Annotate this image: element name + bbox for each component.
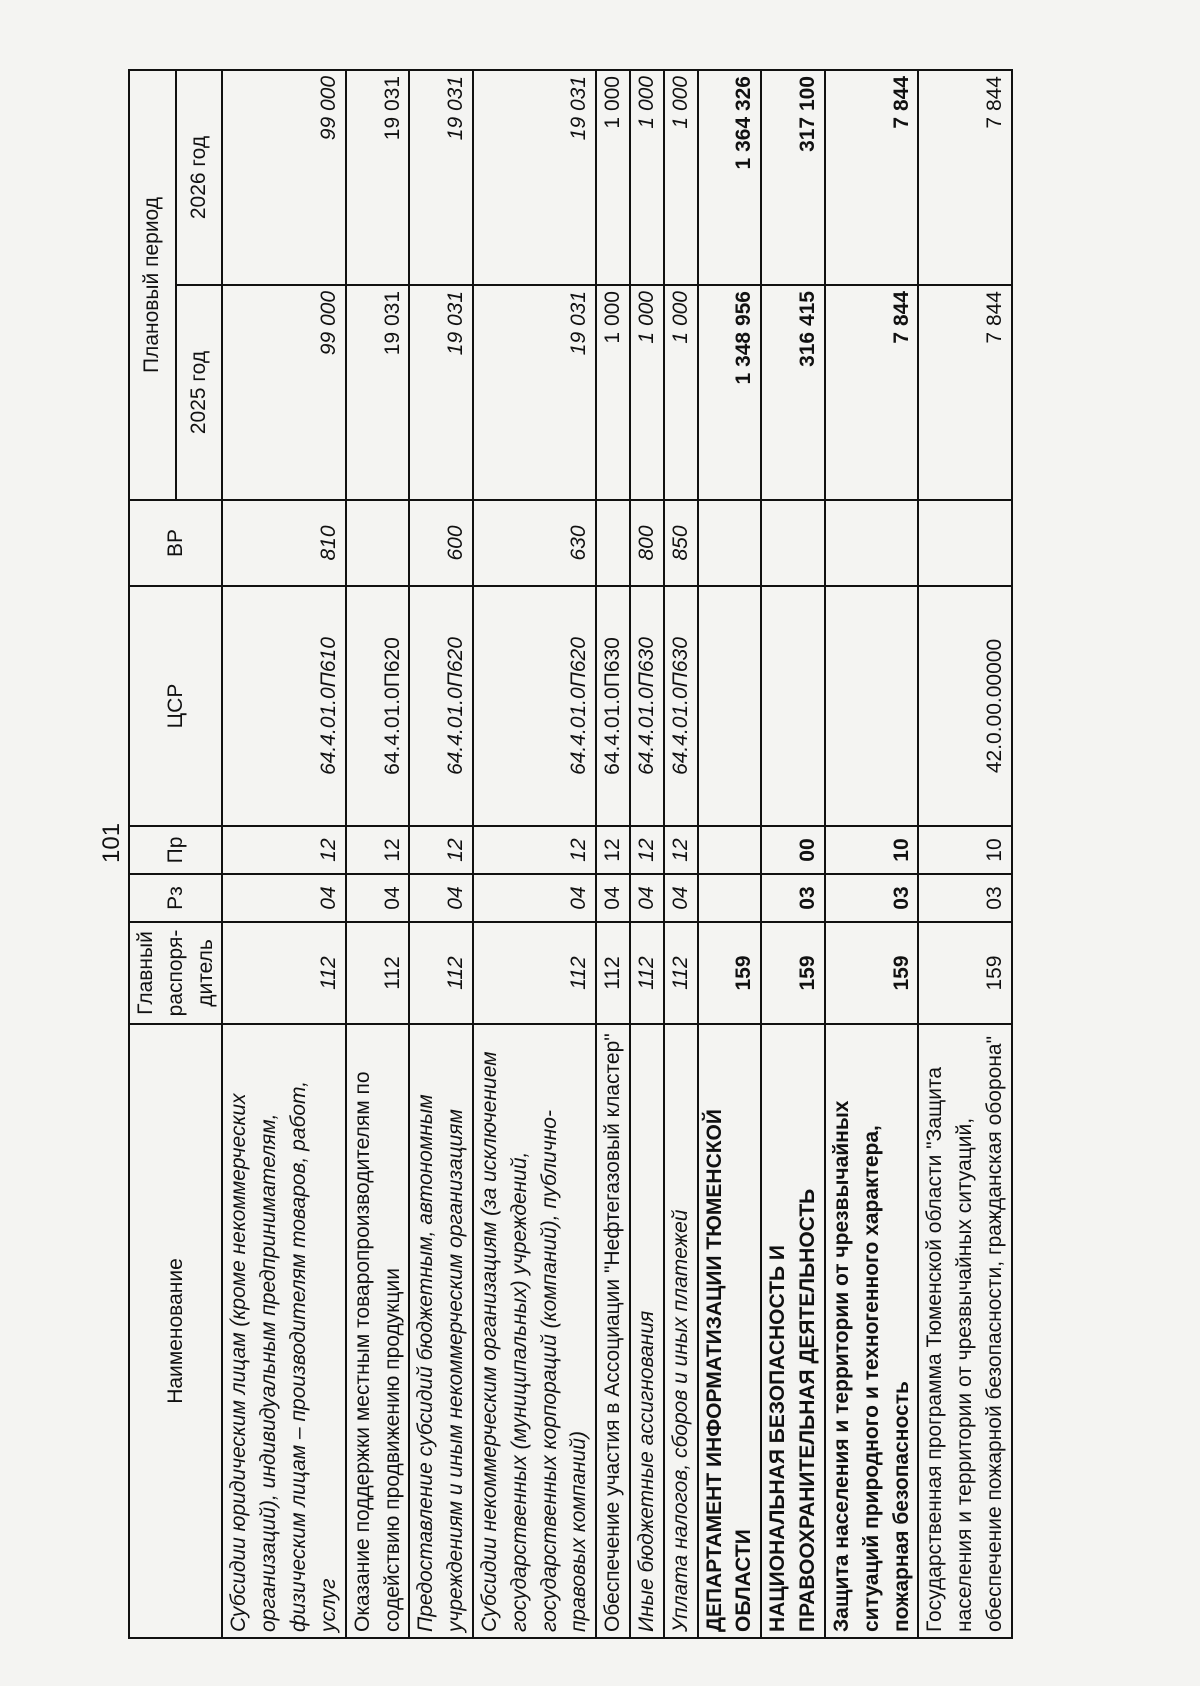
cell-2026: 1 000 (596, 70, 630, 285)
cell-gr: 159 (918, 922, 1011, 1024)
cell-vr: 630 (473, 500, 596, 586)
cell-pr: 00 (761, 826, 825, 874)
cell-rz: 04 (346, 874, 410, 922)
cell-pr: 12 (473, 826, 596, 874)
cell-gr: 112 (630, 922, 664, 1024)
cell-vr (596, 500, 630, 586)
cell-name: ДЕПАРТАМЕНТ ИНФОРМАТИЗАЦИИ ТЮМЕНСКОЙ ОБЛАСТИ (698, 1024, 762, 1638)
cell-csr: 64.4.01.0П630 (596, 586, 630, 826)
header-plan-period: Плановый период (129, 70, 176, 500)
cell-2025: 7 844 (825, 285, 918, 500)
cell-gr: 112 (596, 922, 630, 1024)
budget-table (128, 69, 1013, 1639)
cell-vr: 600 (409, 500, 473, 586)
cell-gr: 112 (473, 922, 596, 1024)
cell-csr: 64.4.01.0П620 (346, 586, 410, 826)
cell-2026: 19 031 (473, 70, 596, 285)
table-row (761, 70, 825, 1638)
table-row (346, 70, 410, 1638)
cell-2025: 1 000 (596, 285, 630, 500)
cell-gr: 112 (409, 922, 473, 1024)
cell-csr (698, 586, 762, 826)
header-vr: ВР (129, 500, 222, 586)
header-2025: 2025 год (176, 285, 223, 500)
cell-name: Уплата налогов, сборов и иных платежей (664, 1024, 698, 1638)
page-number: 101 (98, 822, 125, 863)
cell-vr: 800 (630, 500, 664, 586)
table-header (129, 70, 222, 1638)
cell-vr (825, 500, 918, 586)
cell-pr (698, 826, 762, 874)
cell-csr: 64.4.01.0П620 (409, 586, 473, 826)
cell-2025: 99 000 (222, 285, 345, 500)
cell-rz (698, 874, 762, 922)
cell-vr: 850 (664, 500, 698, 586)
cell-2026: 1 000 (630, 70, 664, 285)
cell-name: Субсидии некоммерческим организациям (за исключением государственных (муниципальных) учреждений, государственных корпораций (компаний), публично-правовых компаний) (473, 1024, 596, 1638)
cell-name: Обеспечение участия в Ассоциации "Нефтегазовый кластер" (596, 1024, 630, 1638)
cell-vr: 810 (222, 500, 345, 586)
table-row (596, 70, 630, 1638)
cell-rz: 04 (409, 874, 473, 922)
cell-2025: 7 844 (918, 285, 1011, 500)
cell-2026: 1 000 (664, 70, 698, 285)
cell-2026: 19 031 (346, 70, 410, 285)
cell-rz: 04 (222, 874, 345, 922)
cell-pr: 10 (918, 826, 1011, 874)
cell-2026: 99 000 (222, 70, 345, 285)
table-row (664, 70, 698, 1638)
cell-gr: 159 (698, 922, 762, 1024)
cell-name: Государственная программа Тюменской области "Защита населения и территории от чрезвычайных ситуаций, обеспечение пожарной безопасности, гражданская оборона" (918, 1024, 1011, 1638)
cell-2026: 7 844 (825, 70, 918, 285)
cell-csr: 64.4.01.0П620 (473, 586, 596, 826)
cell-pr: 12 (596, 826, 630, 874)
cell-csr: 64.4.01.0П630 (664, 586, 698, 826)
cell-csr: 64.4.01.0П610 (222, 586, 345, 826)
cell-2025: 1 000 (664, 285, 698, 500)
cell-pr: 12 (664, 826, 698, 874)
table-row (825, 70, 918, 1638)
cell-pr: 10 (825, 826, 918, 874)
cell-name: Предоставление субсидий бюджетным, автономным учреждениям и иным некоммерческим организациям (409, 1024, 473, 1638)
cell-gr: 159 (761, 922, 825, 1024)
cell-pr: 12 (409, 826, 473, 874)
cell-vr (918, 500, 1011, 586)
header-pr: Пр (129, 826, 222, 874)
cell-pr: 12 (346, 826, 410, 874)
cell-name: Субсидии юридическим лицам (кроме некоммерческих организаций), индивидуальным предпринимателям, физическим лицам – производителям товаров, работ, услуг (222, 1024, 345, 1638)
cell-pr: 12 (630, 826, 664, 874)
cell-gr: 159 (825, 922, 918, 1024)
header-2026: 2026 год (176, 70, 223, 285)
cell-rz: 03 (825, 874, 918, 922)
cell-csr (825, 586, 918, 826)
header-gr: Главный распоря-дитель (129, 922, 222, 1024)
cell-csr: 64.4.01.0П630 (630, 586, 664, 826)
cell-name: НАЦИОНАЛЬНАЯ БЕЗОПАСНОСТЬ И ПРАВООХРАНИТЕЛЬНАЯ ДЕЯТЕЛЬНОСТЬ (761, 1024, 825, 1638)
cell-2025: 1 348 956 (698, 285, 762, 500)
cell-name: Защита населения и территории от чрезвычайных ситуаций природного и техногенного характера, пожарная безопасность (825, 1024, 918, 1638)
cell-rz: 04 (630, 874, 664, 922)
cell-2026: 317 100 (761, 70, 825, 285)
header-csr: ЦСР (129, 586, 222, 826)
cell-csr: 42.0.00.00000 (918, 586, 1011, 826)
table-row (473, 70, 596, 1638)
cell-rz: 03 (761, 874, 825, 922)
table-row (918, 70, 1011, 1638)
cell-rz: 04 (664, 874, 698, 922)
table-row (630, 70, 664, 1638)
cell-rz: 04 (473, 874, 596, 922)
cell-2026: 19 031 (409, 70, 473, 285)
cell-2025: 19 031 (346, 285, 410, 500)
table-row (409, 70, 473, 1638)
cell-2026: 1 364 326 (698, 70, 762, 285)
cell-vr (346, 500, 410, 586)
cell-name: Оказание поддержки местным товаропроизводителям по содействию продвижению продукции (346, 1024, 410, 1638)
cell-rz: 03 (918, 874, 1011, 922)
header-rz: Рз (129, 874, 222, 922)
cell-vr (698, 500, 762, 586)
cell-2025: 1 000 (630, 285, 664, 500)
cell-2025: 19 031 (473, 285, 596, 500)
cell-gr: 112 (222, 922, 345, 1024)
header-name: Наименование (129, 1024, 222, 1638)
cell-gr: 112 (664, 922, 698, 1024)
cell-2025: 316 415 (761, 285, 825, 500)
table-row (222, 70, 345, 1638)
cell-csr (761, 586, 825, 826)
cell-rz: 04 (596, 874, 630, 922)
cell-vr (761, 500, 825, 586)
table-row (698, 70, 762, 1638)
cell-2025: 19 031 (409, 285, 473, 500)
cell-gr: 112 (346, 922, 410, 1024)
cell-2026: 7 844 (918, 70, 1011, 285)
cell-pr: 12 (222, 826, 345, 874)
table-body (222, 70, 1011, 1638)
cell-name: Иные бюджетные ассигнования (630, 1024, 664, 1638)
